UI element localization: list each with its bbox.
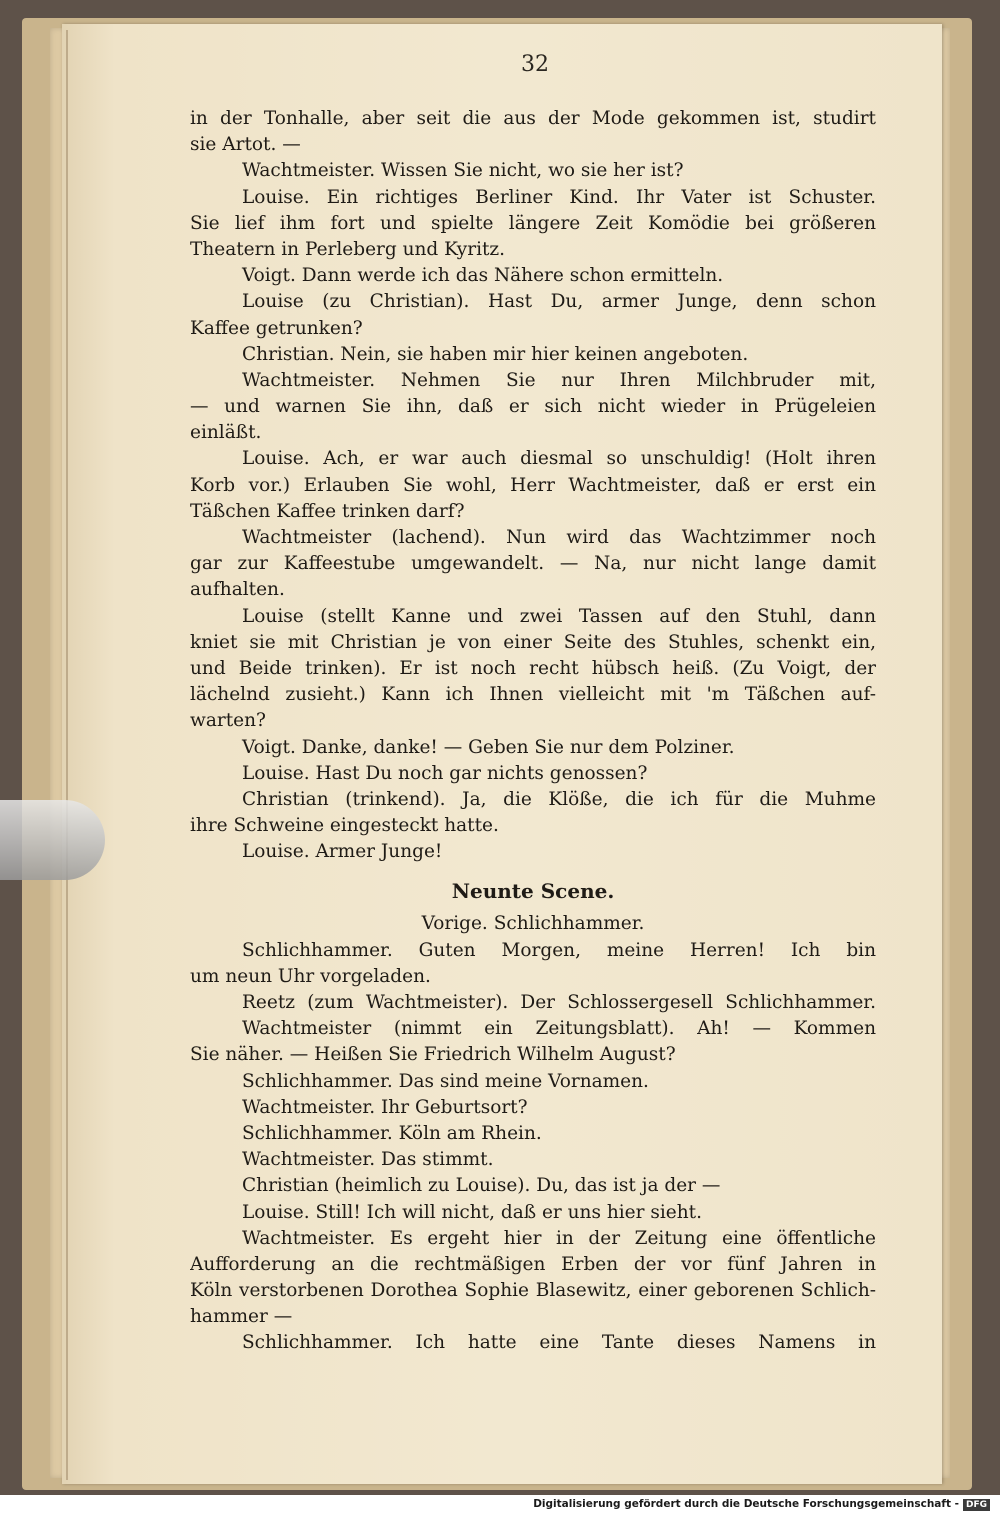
text-line: Schlichhammer. Guten Morgen, meine Herren! Ich bin: [242, 939, 876, 961]
text-line: Louise (stellt Kanne und zwei Tassen auf den Stuhl, dann: [242, 605, 876, 627]
text-line: um neun Uhr vorgeladen.: [190, 965, 431, 987]
text-line: Kaffee getrunken?: [190, 317, 363, 339]
text-line: Täßchen Kaffee trinken darf?: [190, 500, 465, 522]
text-line: Wachtmeister. Nehmen Sie nur Ihren Milchbruder mit,: [242, 369, 876, 391]
text-line: Christian. Nein, sie haben mir hier keinen angeboten.: [242, 343, 749, 365]
text-line: Sie näher. — Heißen Sie Friedrich Wilhelm August?: [190, 1044, 676, 1066]
text-line: ihre Schweine eingesteckt hatte.: [190, 815, 499, 837]
text-line: Louise. Ach, er war auch diesmal so unschuldig! (Holt ihren: [242, 448, 876, 470]
text-line: Wachtmeister (nimmt ein Zeitungsblatt). Ah! — Kommen: [242, 1018, 876, 1040]
text-line: Wachtmeister (lachend). Nun wird das Wachtzimmer noch: [242, 527, 876, 548]
text-line: hammer —: [190, 1306, 293, 1328]
text-line: Wachtmeister. Wissen Sie nicht, wo sie her ist?: [242, 160, 684, 182]
text-line: Korb vor.) Erlauben Sie wohl, Herr Wachtmeister, daß er erst ein: [190, 474, 876, 496]
text-block: [190, 106, 876, 1357]
footer-text: Digitalisierung gefördert durch die Deutsche Forschungsgemeinschaft -: [533, 1498, 959, 1510]
scene-heading: Neunte Scene.: [451, 879, 615, 904]
text-line: in der Tonhalle, aber seit die aus der Mode gekommen ist, studirt: [190, 108, 876, 129]
text-line: Schlichhammer. Köln am Rhein.: [242, 1122, 542, 1144]
text-line: Wachtmeister. Es ergeht hier in der Zeitung eine öffentliche: [242, 1227, 876, 1249]
text-line: Schlichhammer. Ich hatte eine Tante dieses Namens in: [242, 1332, 876, 1354]
text-line: gar zur Kaffeestube umgewandelt. — Na, nur nicht lange damit: [190, 553, 876, 575]
text-line: aufhalten.: [190, 579, 285, 601]
text-line: Louise. Still! Ich will nicht, daß er uns hier sieht.: [242, 1201, 702, 1223]
dfg-logo: DFG: [963, 1499, 990, 1511]
text-line: Aufforderung an die rechtmäßigen Erben der vor fünf Jahren in: [190, 1253, 876, 1275]
text-line: Theatern in Perleberg und Kyritz.: [190, 238, 506, 260]
text-line: Louise (zu Christian). Hast Du, armer Junge, denn schon: [242, 291, 876, 313]
page-gutter: [66, 30, 68, 1480]
footer-credit: [0, 1496, 990, 1513]
text-line: Wachtmeister. Das stimmt.: [242, 1149, 494, 1171]
text-line: Sie lief ihm fort und spielte längere Zeit Komödie bei größeren: [190, 212, 876, 234]
text-line: warten?: [190, 710, 266, 732]
text-line: Christian (heimlich zu Louise). Du, das ist ja der —: [242, 1175, 721, 1197]
page-clip: [0, 800, 105, 880]
text-line: — und warnen Sie ihn, daß er sich nicht wieder in Prügeleien: [190, 396, 876, 418]
text-line: Voigt. Danke, danke! — Geben Sie nur dem Polziner.: [242, 736, 735, 758]
text-line: und Beide trinken). Er ist noch recht hübsch heiß. (Zu Voigt, der: [190, 657, 876, 679]
text-line: sie Artot. —: [190, 134, 301, 156]
page-number: 32: [521, 52, 549, 77]
text-line: kniet sie mit Christian je von einer Seite des Stuhles, schenkt ein,: [190, 631, 876, 653]
text-line: Louise. Ein richtiges Berliner Kind. Ihr Vater ist Schuster.: [242, 186, 876, 208]
text-line: lächelnd zusieht.) Kann ich Ihnen vielleicht mit 'm Täßchen auf-: [190, 684, 876, 706]
text-line: Christian (trinkend). Ja, die Klöße, die ich für die Muhme: [242, 788, 876, 810]
text-line: einläßt.: [190, 422, 262, 444]
text-line: Louise. Armer Junge!: [242, 841, 443, 863]
text-before-heading: [190, 106, 876, 865]
text-line: Reetz (zum Wachtmeister). Der Schlossergesell Schlichhammer.: [242, 992, 876, 1013]
text-line: Köln verstorbenen Dorothea Sophie Blasewitz, einer geborenen Schlich-: [190, 1280, 876, 1302]
text-line: Schlichhammer. Das sind meine Vornamen.: [242, 1070, 649, 1092]
text-after-heading: [190, 911, 876, 1356]
text-line: Wachtmeister. Ihr Geburtsort?: [242, 1096, 528, 1118]
text-line: Voigt. Dann werde ich das Nähere schon ermitteln.: [242, 265, 724, 287]
text-line: Louise. Hast Du noch gar nichts genossen?: [242, 762, 648, 784]
text-line: Vorige. Schlichhammer.: [421, 913, 645, 935]
